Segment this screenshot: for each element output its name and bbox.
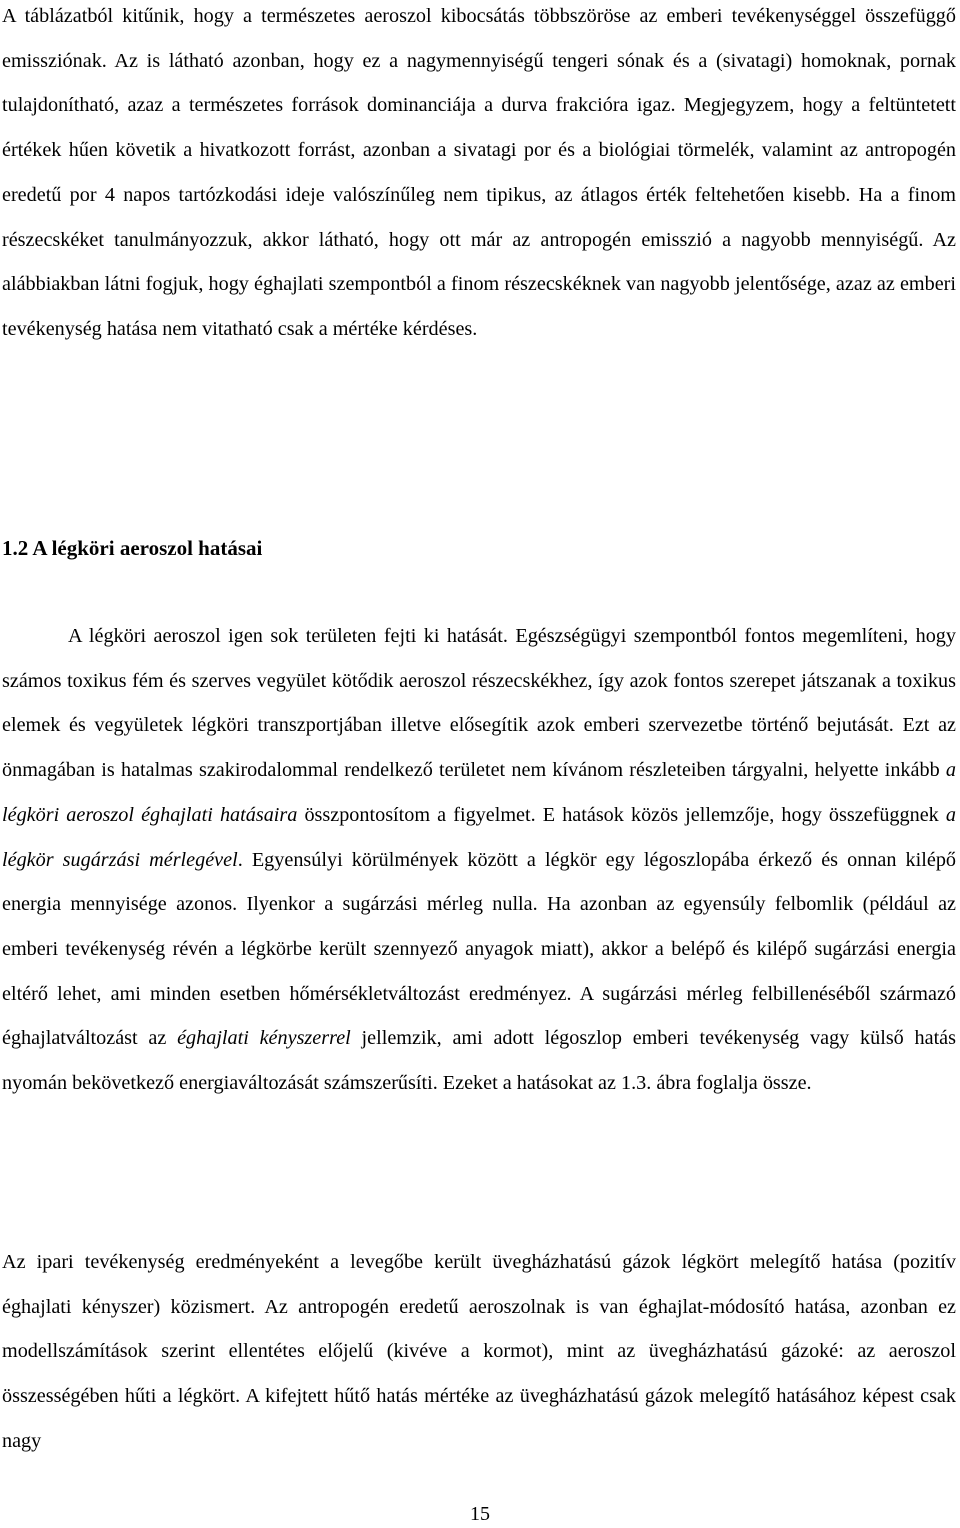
paragraph-text: jellemzik, ami adott légoszlop emberi tevékenység vagy külső hatás nyomán bekövetkező energiaváltozását számszerűsíti. Ezeket a hatásokat az 1.3. ábra foglalja össze. <box>2 1027 956 1095</box>
page-number: 15 <box>470 1503 490 1525</box>
section-heading: 1.2 A légköri aeroszol hatásai <box>2 536 263 560</box>
emphasized-text: a légköri aeroszol éghajlati hatásaira <box>2 759 956 826</box>
body-paragraph <box>2 614 956 1106</box>
body-paragraph: A táblázatból kitűnik, hogy a természetes aeroszol kibocsátás többszöröse az emberi tevékenységgel összefüggő emissziónak. Az is látható azonban, hogy ez a nagymennyiségű tengeri sónak és a (sivatagi) homoknak, pornak tulajdonítható, azaz a természetes források dominanciája a durva frakcióra igaz. Megjegyzem, hogy a feltüntetett értékek hűen követik a hivatkozott forrást, azonban a sivatagi por és a biológiai törmelék, valamint az antropogén eredetű por 4 napos tartózkodási ideje valószínűleg nem tipikus, az átlagos érték feltehetően kisebb. Ha a finom részecskéket tanulmányozzuk, akkor látható, hogy ott már az antropogén emisszió a nagyobb mennyiségű. Az alábbiakban látni fogjuk, hogy éghajlati szempontból a finom részecskéknek van nagyobb jelentősége, azaz az emberi tevékenység hatása nem vitatható csak a mértéke kérdéses. <box>2 5 956 340</box>
emphasized-text: éghajlati kényszerrel <box>177 1027 351 1050</box>
emphasized-text: a légkör sugárzási mérlegével <box>2 803 956 871</box>
paragraph-text: A légköri aeroszol igen sok területen fejti ki hatását. Egészségügyi szempontból fontos megemlíteni, hogy számos toxikus fém és szerves vegyület kötődik aeroszol részecskékhez, így azok fontos szerepet játszanak a toxikus elemek és vegyületek légköri transzportjában illetve elősegítik azok emberi szervezetbe történő bejutását. Ezt az önmagában is hatalmas szakirodalommal rendelkező területet nem kívánom részleteiben tárgyalni, helyette inkább <box>2 625 956 782</box>
paragraph-text: összpontosítom a figyelmet. E hatások közös jellemzője, hogy összefüggnek <box>297 803 946 826</box>
paragraph-text: . Egyensúlyi körülmények között a légkör egy légoszlopába érkező és onnan kilépő energia mennyisége azonos. Ilyenkor a sugárzási mérleg nulla. Ha azonban az egyensúly felbomlik (például az emberi tevékenység révén a légkörbe került szennyező anyagok miatt), akkor a belépő és kilépő sugárzási energia eltérő lehet, ami minden esetben hőmérsékletváltozást eredményez. A sugárzási mérleg felbillenéséből származó éghajlatváltozást az <box>2 848 957 1050</box>
body-paragraph: Az ipari tevékenység eredményeként a levegőbe került üvegházhatású gázok légkört melegítő hatása (pozitív éghajlati kényszer) közismert. Az antropogén eredetű aeroszolnak is van éghajlat-módosító hatása, azonban ez modellszámítások szerint ellentétes előjelű (kivéve a kormot), mint az üvegházhatású gázoké: az aeroszol összességében hűti a légkört. A kifejtett hűtő hatás mértéke az üvegházhatású gázok melegítő hatásához képest csak nagy <box>2 1251 956 1452</box>
